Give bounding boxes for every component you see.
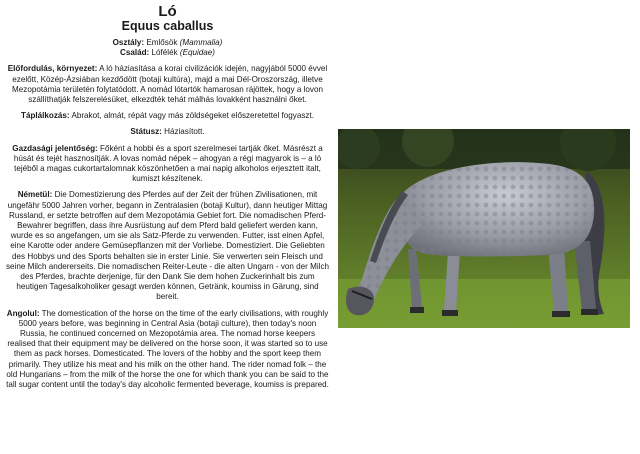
english-paragraph — [0, 309, 335, 391]
family-value: Lófélék — [151, 48, 178, 58]
status-text: Háziasított. — [164, 127, 205, 137]
economic-label: Gazdasági jelentőség: — [12, 143, 98, 153]
grazing-horse-illustration — [338, 129, 630, 328]
family-label: Család: — [120, 48, 150, 58]
hoof-shape — [442, 310, 458, 316]
economic-text: Főként a hobbi és a sport szerelmesei tartják őket. Másrészt a húsát és tejét hasznosítják. A lovas nomád népek – ahogyan a régi magyarok is – a ló tejéből a magas cukortartalomnak köszönhetően a mai napig alkoholos erjesztett italt, kumiszt készítenek. — [13, 143, 323, 184]
food-text: Abrakot, almát, répát vagy más zöldségeket előszeretettel fogyaszt. — [71, 111, 314, 121]
food-paragraph — [0, 111, 335, 121]
food-label: Táplálkozás: — [21, 111, 70, 121]
english-label: Angolul: — [6, 308, 40, 318]
class-label: Osztály: — [112, 38, 145, 47]
hoof-shape — [552, 311, 570, 317]
occurrence-text: A ló háziasítása a korai civilizációk idején, nagyjából 5000 évvel ezelőtt, Közép-Ázsiában kezdődött (botaji kultúra), majd a mai Dél-Oroszország, illetve Mezopotámia területén folytatódott. A nomád lótartók hamarosan rájöttek, hogy a lovon szállíthatják felszerelésüket, elkezdték tehát málhás lovakként használni őket. — [12, 64, 328, 105]
text-column — [0, 0, 335, 396]
hoof-shape — [581, 309, 598, 315]
english-text: The domestication of the horse on the time of the early civilisations, with roughly 5000 years before, was beginning in Central Asia (botaji culture), then today's noon Russia, he continued concerned on Mezopotámia area. The nomad horse keepers realised that their equipment may be delivered on the horse soon, it was started so to use them as pack horses. Domesticated. The lovers of the hobby and the sport keep them primarily. They utilize his meat and his milk on the other hand. The rider nomad folk – the old Hungarians – from the milk of the horse the one for which thank you can be said to the tall sugar content until the today's day alcoholic fermented beverage, koumiss is prepared. — [6, 308, 329, 390]
german-text: Die Domestizierung des Pferdes auf der Zeit der frühen Zivilisationen, mit ungefähr 5000 Jahren vorher, begann in Zentralasien (botaji Kultur), dann heutiger Mittag Russland, er setzte betroffen auf dem Mezopotámia Gebiet fort. Die nomadischen Pferd-Bewahrer begriffen, dass ihre Ausrüstung auf dem Pferd bald geliefert werden kann, wurde es so angefangen, um sie als Satz-Pferde zu verwenden. Futter, isst einen Apfel, eine Karotte oder andere Gemüsepflanzen mit der Vorliebe. Domestiziert. Die Geliebten des Hobbys und des Sports behalten sie in erster Linie. Sie verwerten sein Fleisch und seine Milch andererseits. Die nomadischen Reiter-Leute - die alten Ungarn - von der Milch des Pferdes, brachte derjenige, für den Dank Sie dem hohen Zuckerinhalt bis zum heutigen Tagesalkoholiker gesagt werden können, Getränk, koumiss in Gärung, sind bereit. — [6, 190, 330, 302]
page-title: Ló — [158, 3, 177, 20]
family-line — [0, 48, 335, 58]
class-value: Emlősök — [146, 38, 178, 47]
status-label: Státusz: — [130, 127, 162, 137]
scientific-name: Equus caballus — [121, 19, 214, 33]
status-paragraph — [0, 127, 335, 137]
german-label: Németül: — [17, 190, 53, 200]
occurrence-label: Előfordulás, környezet: — [7, 64, 98, 74]
hoof-shape — [410, 307, 424, 313]
class-latin: (Mammalia) — [179, 38, 223, 47]
class-line — [0, 38, 335, 48]
occurrence-paragraph — [0, 64, 335, 105]
family-latin: (Equidae) — [179, 48, 215, 58]
german-paragraph — [0, 190, 335, 302]
horse-photo — [338, 129, 630, 328]
economic-paragraph — [0, 144, 335, 185]
